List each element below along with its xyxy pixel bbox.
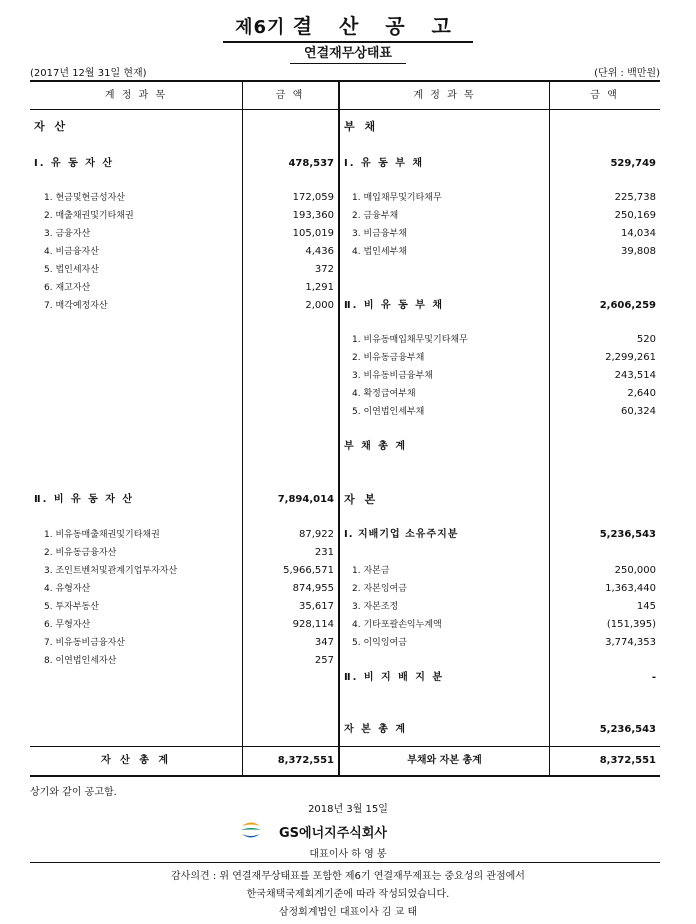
group-label: Ⅰ. 유 동 부 채 [344, 158, 425, 169]
subtitle-text: 연결재무상태표 [290, 42, 406, 64]
company-name: GS에너지주식회사 [279, 826, 387, 841]
title-text: 결 산 공 고 [292, 14, 461, 38]
center-divider [338, 82, 340, 775]
account-label: 2. 비유동금융자산 [44, 548, 117, 558]
account-value: 105,019 [292, 228, 334, 239]
account-label: 2. 매출채권및기타채권 [44, 211, 134, 221]
account-value: 520 [636, 334, 656, 345]
liabilities-total-label: 부 채 총 계 [344, 441, 408, 452]
account-value: 2,640 [627, 388, 656, 399]
account-value: 347 [314, 637, 334, 648]
account-label: 5. 투자부동산 [44, 602, 99, 612]
account-label: 8. 이연법인세자산 [44, 656, 117, 666]
account-label: 4. 확정급여부채 [352, 389, 416, 399]
group-label: Ⅰ. 지배기업 소유주지분 [344, 529, 459, 540]
date-note: (2017년 12월 31일 현재) [30, 68, 147, 79]
account-value: 3,774,353 [605, 637, 656, 648]
notice-date: 2018년 3월 15일 [308, 804, 388, 815]
account-label: 1. 비유동매출채권및기타채권 [44, 530, 160, 540]
account-label: 4. 유형자산 [44, 584, 91, 594]
col-divider [242, 82, 243, 775]
account-label: 3. 비금융부채 [352, 229, 407, 239]
account-label: 1. 매입채무및기타채무 [352, 193, 442, 203]
account-label: 5. 이익잉여금 [352, 638, 407, 648]
account-label: 6. 무형자산 [44, 620, 91, 630]
account-label: 4. 비금융자산 [44, 247, 99, 257]
liab-equity-total-label: 부채와 자본 총계 [407, 755, 482, 766]
account-label: 3. 비유동비금융부채 [352, 371, 434, 381]
section-liabilities: 부 채 [344, 120, 379, 133]
account-label: 2. 자본잉여금 [352, 584, 407, 594]
account-label: 7. 매각예정자산 [44, 301, 108, 311]
account-value: 231 [314, 547, 334, 558]
account-value: 14,034 [621, 228, 656, 239]
account-value: 172,059 [292, 192, 334, 203]
section-equity: 자 본 [344, 493, 379, 506]
account-value: 5,966,571 [283, 565, 334, 576]
assets-total-value: 8,372,551 [277, 755, 334, 766]
liab-equity-total-value: 8,372,551 [599, 755, 656, 766]
group-total: 529,749 [610, 158, 656, 169]
audit-opinion-line2: 한국채택국제회계기준에 따라 작성되었습니다. [246, 889, 450, 900]
account-label: 7. 비유동비금융자산 [44, 638, 126, 648]
account-label: 3. 금융자산 [44, 229, 91, 239]
ceo-line: 대표이사 하 영 봉 [309, 849, 387, 860]
col-header-amount: 금 액 [275, 90, 305, 101]
account-label: 4. 기타포괄손익누계액 [352, 620, 442, 630]
account-label: 3. 조인트벤처및관계기업투자자산 [44, 566, 178, 576]
header-divider [30, 109, 660, 110]
term-label: 제6기 [235, 17, 286, 38]
account-value: 250,169 [614, 210, 656, 221]
col-header-account: 계 정 과 목 [104, 90, 168, 101]
account-label: 6. 재고자산 [44, 283, 91, 293]
notice-title [0, 10, 696, 43]
gs-logo-icon [238, 817, 264, 843]
group-total: 7,894,014 [277, 494, 334, 505]
account-value: 372 [314, 264, 334, 275]
account-label: 2. 금융부채 [352, 211, 399, 221]
group-total: - [651, 672, 656, 683]
company-logo [238, 817, 264, 847]
closing-note: 상기와 같이 공고함. [30, 787, 117, 798]
account-value: (151,395) [606, 619, 656, 630]
group-label: Ⅱ. 비 유 동 부 채 [344, 300, 445, 311]
group-label: Ⅱ. 비 지 배 지 분 [344, 672, 445, 683]
account-value: 39,808 [621, 246, 656, 257]
account-value: 243,514 [614, 370, 656, 381]
equity-total-label: 자 본 총 계 [344, 724, 408, 735]
group-total: 478,537 [288, 158, 334, 169]
group-label: Ⅰ. 유 동 자 산 [34, 158, 115, 169]
account-label: 1. 자본금 [352, 566, 390, 576]
account-value: 35,617 [299, 601, 334, 612]
account-value: 1,291 [305, 282, 334, 293]
account-value: 928,114 [292, 619, 334, 630]
col-header-amount: 금 액 [590, 90, 619, 101]
statement-title [0, 42, 696, 64]
col-header-account: 계 정 과 목 [413, 90, 476, 101]
account-value: 874,955 [292, 583, 334, 594]
group-label: Ⅱ. 비 유 동 자 산 [34, 494, 135, 505]
group-total: 5,236,543 [599, 529, 656, 540]
account-value: 257 [314, 655, 334, 666]
group-total: 2,606,259 [599, 300, 656, 311]
section-assets: 자 산 [34, 120, 69, 133]
account-value: 2,299,261 [605, 352, 656, 363]
account-label: 5. 법인세자산 [44, 265, 99, 275]
equity-total-value: 5,236,543 [599, 724, 656, 735]
account-label: 1. 비유동매입채무및기타채무 [352, 335, 468, 345]
account-value: 2,000 [305, 300, 334, 311]
account-value: 193,360 [292, 210, 334, 221]
balance-sheet-table [30, 80, 660, 777]
account-value: 4,436 [305, 246, 334, 257]
assets-total-label: 자 산 총 계 [100, 755, 172, 766]
account-value: 1,363,440 [605, 583, 656, 594]
account-value: 145 [636, 601, 656, 612]
account-value: 225,738 [614, 192, 656, 203]
account-label: 1. 현금및현금성자산 [44, 193, 126, 203]
account-label: 5. 이연법인세부채 [352, 407, 425, 417]
account-label: 3. 자본조정 [352, 602, 399, 612]
account-value: 250,000 [614, 565, 656, 576]
unit-note: (단위 : 백만원) [594, 68, 660, 79]
account-label: 4. 법인세부채 [352, 247, 407, 257]
account-value: 87,922 [299, 529, 334, 540]
account-value: 60,324 [621, 406, 656, 417]
account-label: 2. 비유동금융부채 [352, 353, 425, 363]
footer-divider [30, 862, 660, 863]
audit-opinion-line1: 감사의견 : 위 연결재무상태표를 포함한 제6기 연결재무제표는 중요성의 관점에서 [171, 871, 525, 882]
auditor-line: 삼정회계법인 대표이사 김 교 태 [278, 907, 418, 918]
